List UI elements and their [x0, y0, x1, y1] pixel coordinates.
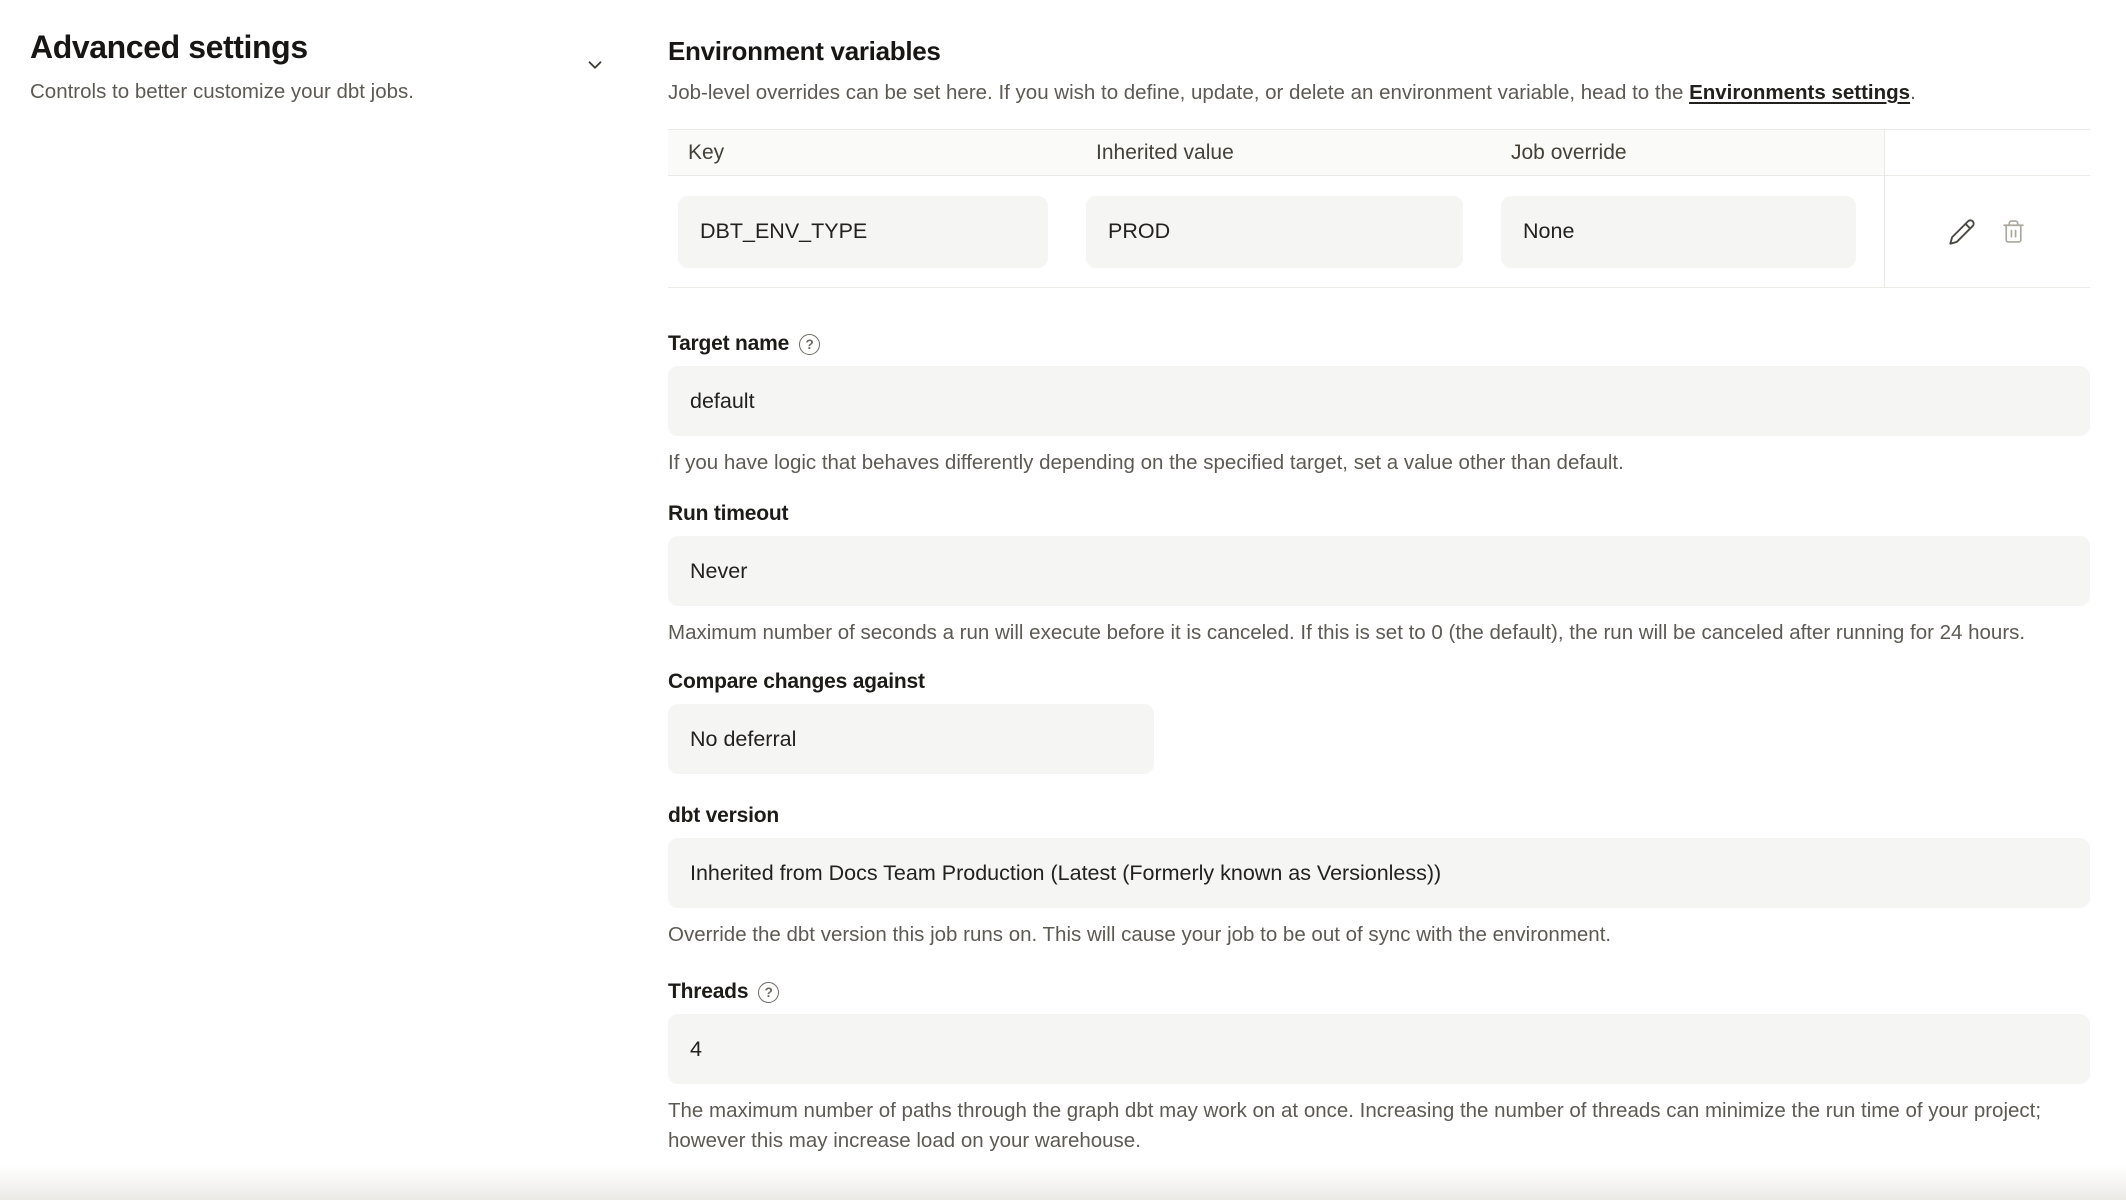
target-name-value: default	[690, 388, 755, 413]
env-var-key-cell[interactable]	[678, 196, 1048, 268]
env-vars-heading: Environment variables	[668, 36, 941, 66]
field-threads	[668, 980, 2090, 1156]
dbt-version-value: Inherited from Docs Team Production (Latest (Formerly known as Versionless))	[690, 860, 1442, 885]
run-timeout-label: Run timeout	[668, 502, 789, 525]
trash-icon	[2001, 219, 2026, 244]
dbt-version-hint: Override the dbt version this job runs on. This will cause your job to be out of sync with the environment.	[668, 923, 1612, 946]
column-header-job-override: Job override	[1491, 130, 1884, 175]
env-var-job-override-cell[interactable]	[1501, 196, 1856, 268]
threads-label: Threads	[668, 980, 749, 1003]
page-subtitle: Controls to better customize your dbt jobs.	[30, 80, 414, 103]
threads-value: 4	[690, 1036, 702, 1061]
env-var-table-row	[668, 176, 2090, 288]
field-run-timeout	[668, 502, 2090, 648]
threads-hint: The maximum number of paths through the graph dbt may work on at once. Increasing the number of threads can minimize the run time of your project; however this may increase load on your warehouse.	[668, 1099, 2042, 1152]
advanced-settings-content	[668, 0, 2090, 1156]
compare-changes-against-value: No deferral	[690, 726, 797, 751]
env-var-inherited-value: PROD	[1108, 219, 1171, 243]
target-name-hint: If you have logic that behaves differently depending on the specified target, set a value other than default.	[668, 451, 1624, 474]
help-icon[interactable]: ?	[758, 982, 779, 1003]
column-header-key: Key	[668, 130, 1076, 175]
edit-env-var-button[interactable]	[1940, 210, 1984, 254]
env-vars-table-header	[668, 130, 2090, 176]
advanced-settings-panel	[30, 28, 570, 105]
run-timeout-input[interactable]	[668, 536, 2090, 606]
env-var-row-actions	[1884, 176, 2090, 287]
help-icon[interactable]: ?	[799, 334, 820, 355]
dbt-version-label: dbt version	[668, 804, 779, 827]
env-var-inherited-value-cell[interactable]	[1086, 196, 1463, 268]
column-header-actions	[1884, 130, 2090, 175]
env-vars-description	[668, 79, 2090, 107]
field-dbt-version	[668, 804, 2090, 950]
column-header-inherited-value: Inherited value	[1076, 130, 1491, 175]
edit-pencil-icon	[1948, 218, 1976, 246]
env-var-key-value: DBT_ENV_TYPE	[700, 219, 868, 243]
dbt-version-input[interactable]	[668, 838, 2090, 908]
env-vars-description-period: .	[1910, 81, 1916, 104]
target-name-label: Target name	[668, 332, 790, 355]
run-timeout-hint: Maximum number of seconds a run will execute before it is canceled. If this is set to 0 (the default), the run will be canceled after running for 24 hours.	[668, 621, 2026, 644]
threads-input[interactable]	[668, 1014, 2090, 1084]
environments-settings-link[interactable]: Environments settings	[1689, 81, 1911, 104]
page-title: Advanced settings	[30, 29, 308, 65]
chevron-down-icon	[584, 54, 606, 76]
env-vars-description-text: Job-level overrides can be set here. If you wish to define, update, or delete an environment variable, head to the	[668, 81, 1690, 104]
field-target-name	[668, 332, 2090, 478]
compare-changes-against-label: Compare changes against	[668, 670, 925, 693]
env-vars-table	[668, 129, 2090, 288]
field-compare-changes-against	[668, 670, 2090, 774]
compare-changes-against-input[interactable]	[668, 704, 1154, 774]
env-var-job-override-value: None	[1523, 219, 1575, 243]
run-timeout-value: Never	[690, 558, 748, 583]
collapse-section-button[interactable]	[578, 48, 612, 82]
delete-env-var-button[interactable]	[1992, 210, 2036, 254]
target-name-input[interactable]	[668, 366, 2090, 436]
job-settings-fields	[668, 332, 2090, 1156]
bottom-edge-fade	[0, 1166, 2126, 1200]
